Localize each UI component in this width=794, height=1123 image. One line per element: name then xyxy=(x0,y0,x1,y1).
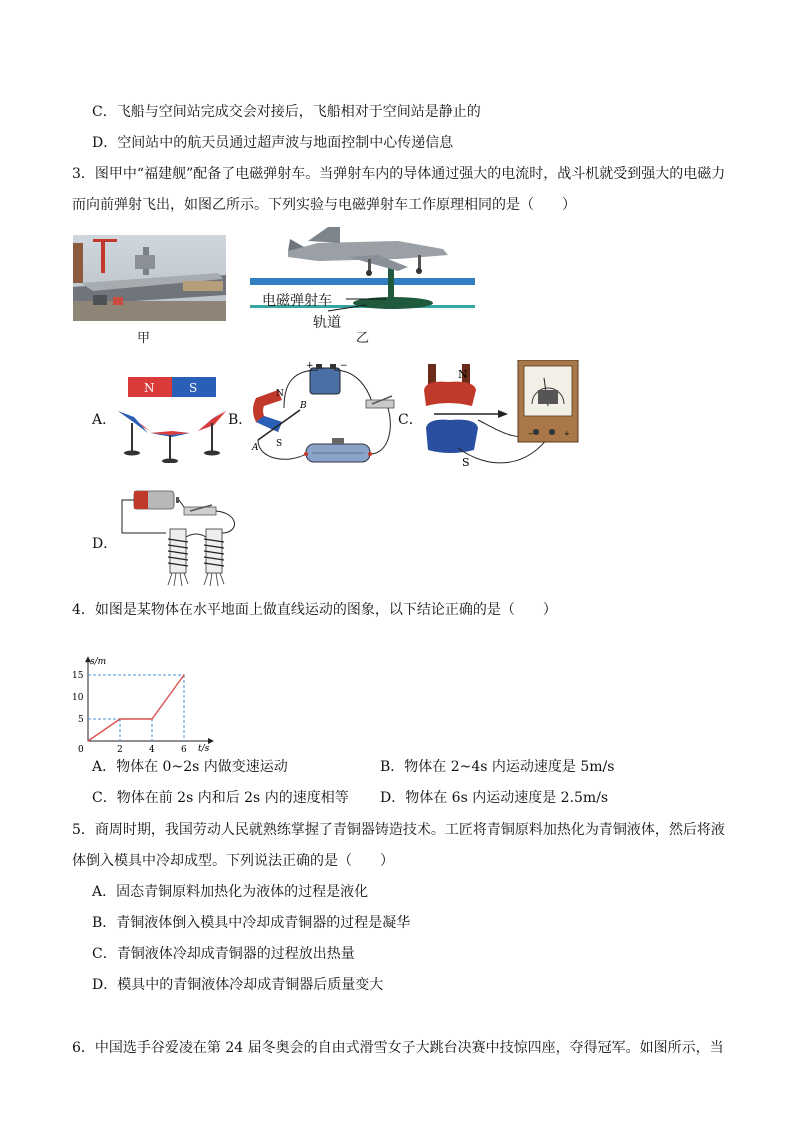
q4-option-b: B．物体在 2~4s 内运动速度是 5m/s xyxy=(380,759,615,775)
q3-stem-line2: 而向前弹射飞出，如图乙所示。下列实验与电磁弹射车工作原理相同的是（ ） xyxy=(72,197,576,213)
magnet-b-s: S xyxy=(276,439,283,449)
carrier-photo xyxy=(73,235,226,321)
y-tick-label: 15 xyxy=(72,671,84,681)
data-point xyxy=(151,718,153,720)
data-point xyxy=(87,740,89,742)
motor-principle-diagram xyxy=(248,360,404,472)
q4-option-c: C．物体在前 2s 内和后 2s 内的速度相等 xyxy=(92,790,349,806)
q3-option-b: B． xyxy=(228,412,253,428)
q5-stem-line2: 体倒入模具中冷却成型。下列说法正确的是（ ） xyxy=(72,853,394,869)
q4-option-a: A．物体在 0~2s 内做变速运动 xyxy=(92,759,288,775)
q5-option-b: B．青铜液体倒入模具中冷却成青铜器的过程是凝华 xyxy=(92,915,411,931)
catapult-diagram xyxy=(248,223,480,333)
magnet-c-n: N xyxy=(458,368,468,381)
y-axis-label: s/m xyxy=(90,657,107,668)
x-tick-label: 0 xyxy=(78,745,84,753)
q2-option-d: D．空间站中的航天员通过超声波与地面控制中心传递信息 xyxy=(92,135,454,151)
q3-option-a: A． xyxy=(92,412,117,428)
q6-stem-line1: 6．中国选手谷爱凌在第 24 届冬奥会的自由式滑雪女子大跳台决赛中技惊四座，夺得冠军。如图所示，当 xyxy=(72,1040,724,1056)
label-track: 轨道 xyxy=(313,315,341,331)
x-tick-label: 4 xyxy=(149,745,155,753)
x-tick-label: 2 xyxy=(117,745,123,753)
q3-stem-line1: 3．图甲中“福建舰”配备了电磁弹射车。当弹射车内的导体通过强大的电流时，战斗机就受到强大的电磁力 xyxy=(72,166,726,182)
fig-yi-caption: 乙 xyxy=(356,331,370,346)
q3-option-c: C． xyxy=(398,412,423,428)
magnet-compass-diagram xyxy=(114,373,230,463)
q4-option-d: D．物体在 6s 内运动速度是 2.5m/s xyxy=(380,790,609,806)
fig-jia-caption: 甲 xyxy=(137,331,151,346)
q2-option-c: C．飞船与空间站完成交会对接后，飞船相对于空间站是静止的 xyxy=(92,104,481,120)
rod-end-b: B xyxy=(300,401,307,411)
magnet-b-n: N xyxy=(276,389,284,399)
magnet-a-n: N xyxy=(144,381,155,395)
rod-end-a: A xyxy=(252,443,259,453)
st-graph xyxy=(72,625,232,753)
meter-minus: − xyxy=(528,430,534,438)
induction-galvanometer-diagram xyxy=(418,360,580,472)
y-tick-label: 10 xyxy=(72,693,84,703)
battery-plus: + xyxy=(306,361,314,371)
data-point xyxy=(183,674,185,676)
meter-plus: + xyxy=(564,430,570,438)
y-tick-label: 5 xyxy=(78,715,84,725)
q3-option-d: D． xyxy=(92,536,118,552)
x-tick-label: 6 xyxy=(181,745,187,753)
series-line xyxy=(88,675,184,741)
label-catapult-car: 电磁弹射车 xyxy=(262,293,332,309)
x-axis-label: t/s xyxy=(198,744,210,753)
q5-option-a: A．固态青铜原料加热化为液体的过程是液化 xyxy=(92,884,369,900)
battery-minus: − xyxy=(340,361,348,371)
magnet-c-s: S xyxy=(462,456,470,469)
q4-stem: 4．如图是某物体在水平地面上做直线运动的图象，以下结论正确的是（ ） xyxy=(72,602,557,618)
q5-option-c: C．青铜液体冷却成青铜器的过程放出热量 xyxy=(92,946,355,962)
data-point xyxy=(119,718,121,720)
q5-option-d: D．模具中的青铜液体冷却成青铜器后质量变大 xyxy=(92,977,384,993)
magnet-a-s: S xyxy=(189,381,198,395)
q5-stem-line1: 5．商周时期，我国劳动人民就熟练掌握了青铜器铸造技术。工匠将青铜原料加热化为青铜液体，然后将液 xyxy=(72,822,725,838)
electromagnet-diagram xyxy=(114,487,242,589)
